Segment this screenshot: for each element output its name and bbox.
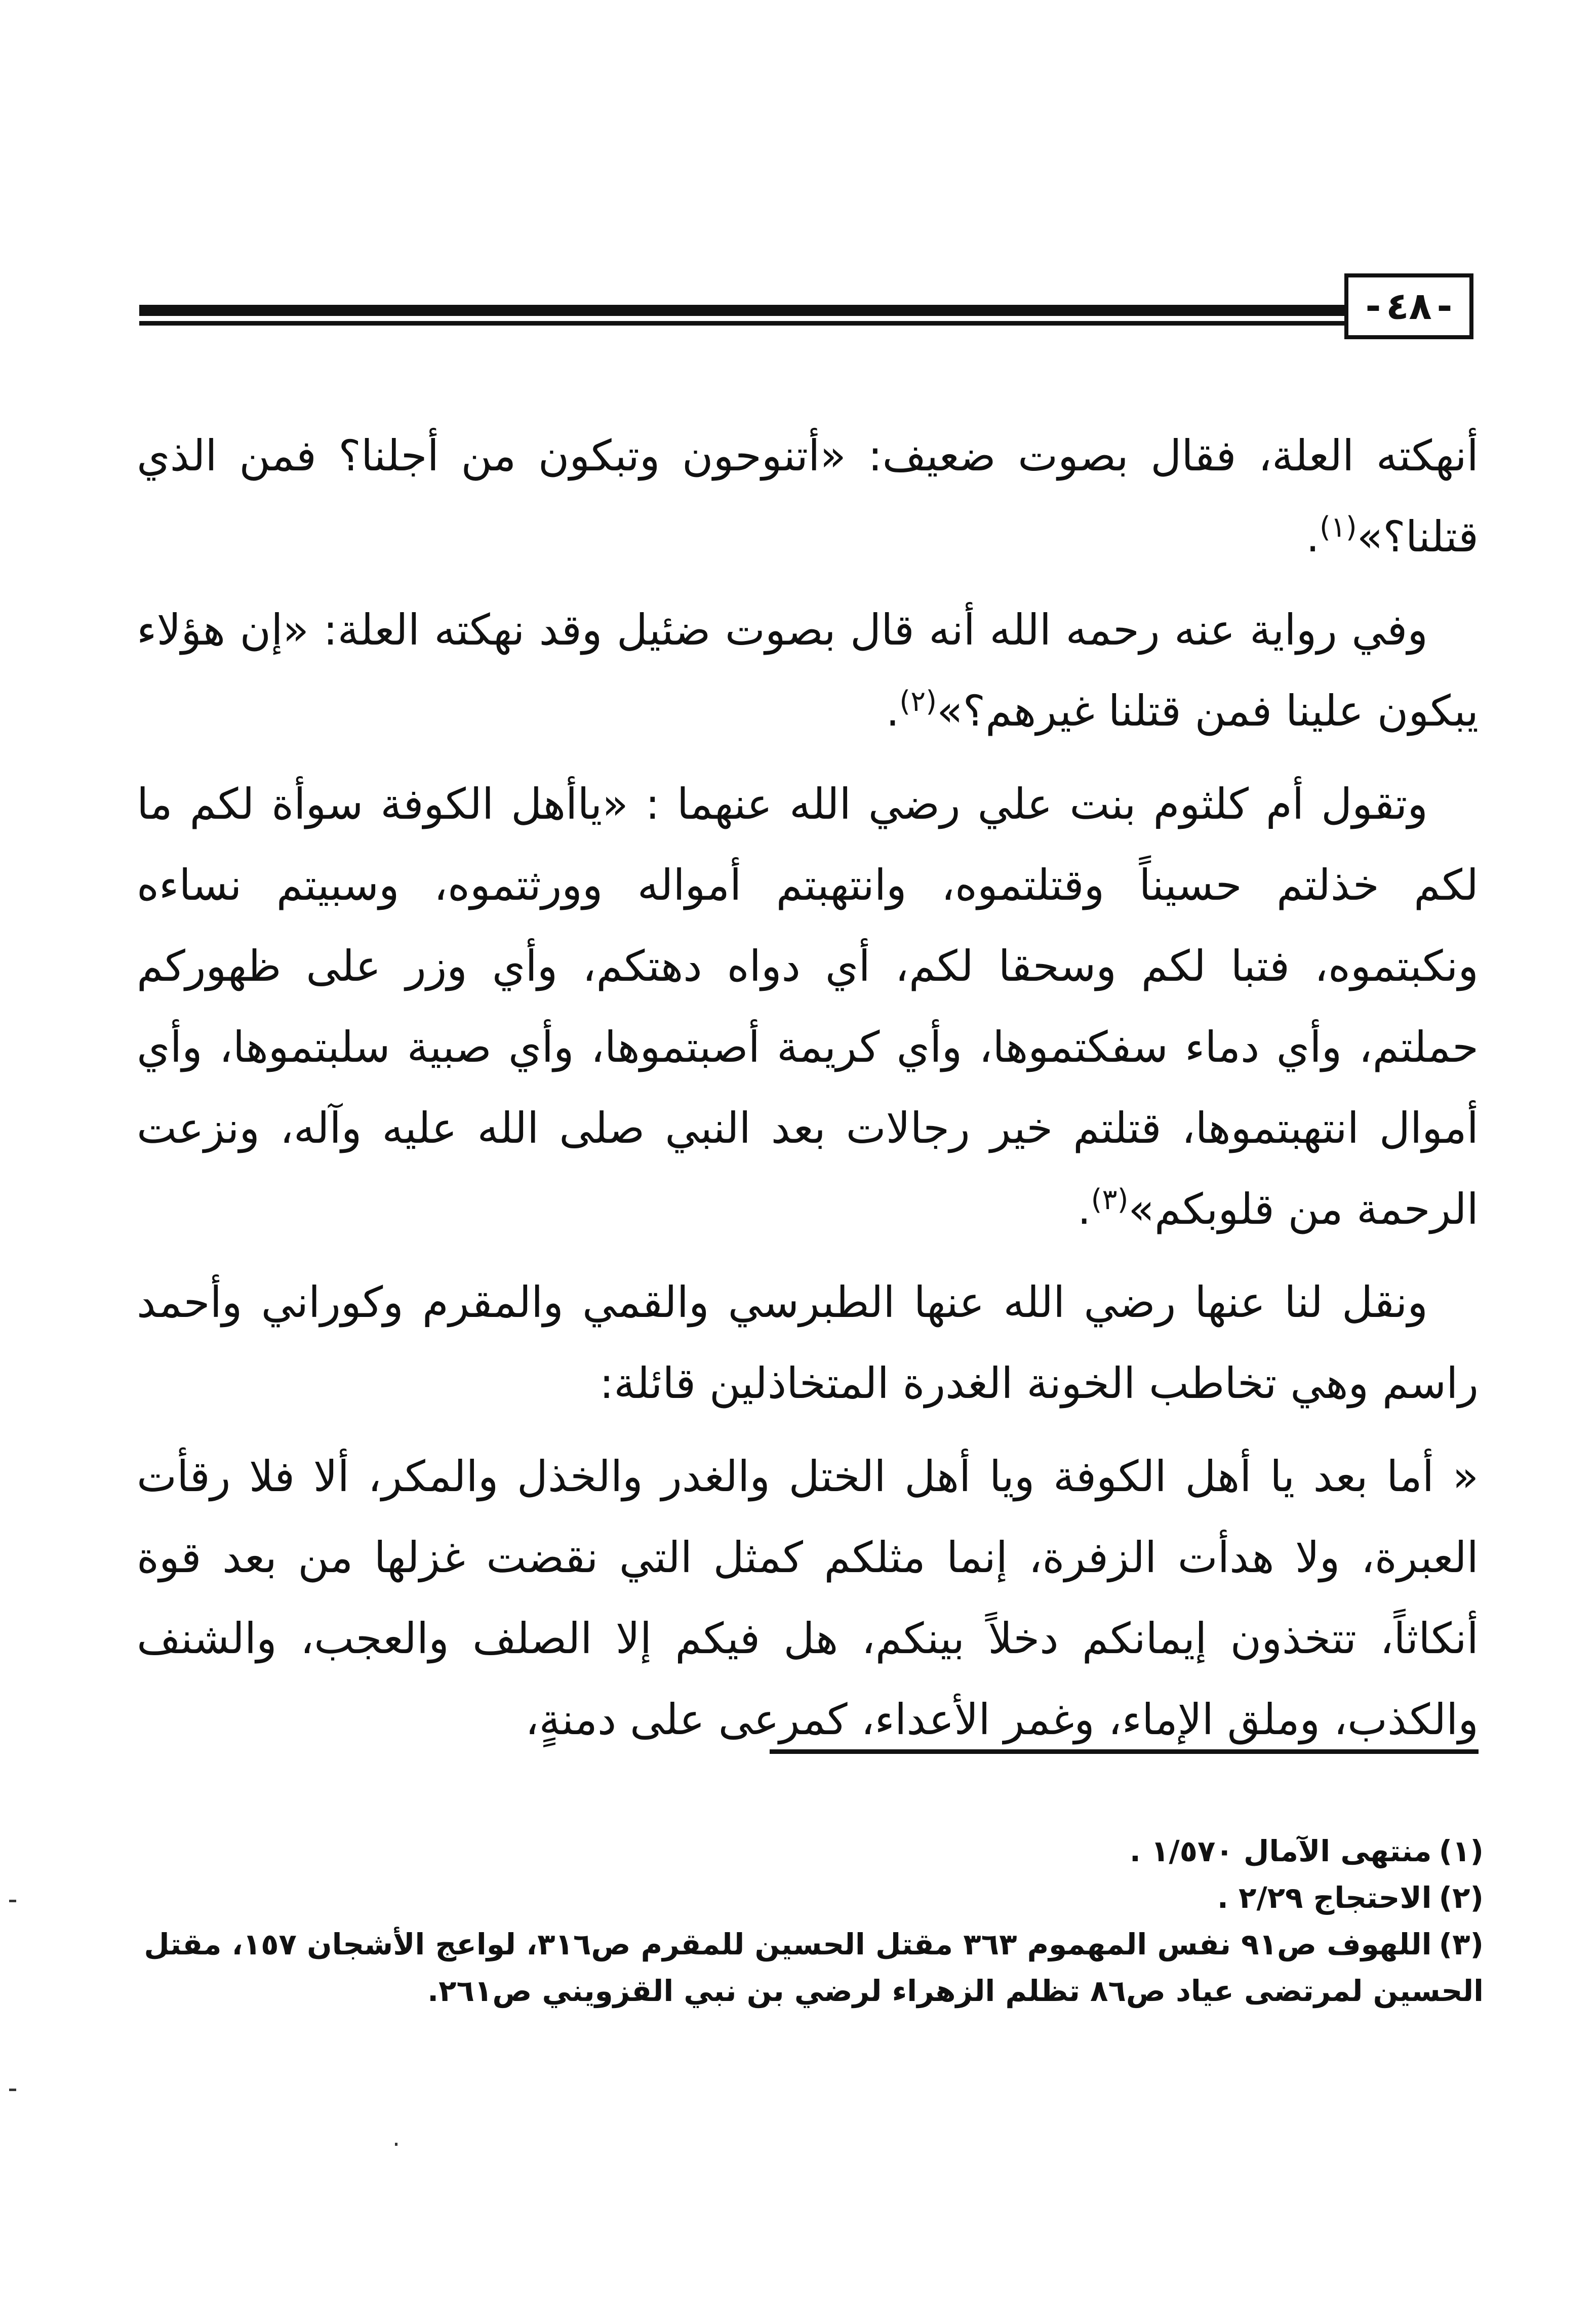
paragraph: أنهكته العلة، فقال بصوت ضعيف: «أتنوحون وتبكون من أجلنا؟ فمن الذي قتلنا؟»$^{(١)}$.	[137, 431, 1479, 562]
scan-mark	[9, 2089, 16, 2091]
paragraph-text: وتقول أم كلثوم بنت علي رضي الله عنهما : «ياأهل الكوفة سوأة لكم ما لكم خذلتم حسيناً وقتلتموه، وانتهبتم أمواله وورثتموه، وسبيتم نساءه ونكبتموه، فتبا لكم وسحقا لكم، أي دواه دهتكم، وأي وزر على ظهوركم حملتم، وأي دماء سفكتموها، وأي كريمة أصبتموها، وأي صبية سلبتموها، وأي أموال انتهبتموها، قتلتم خير رجالات بعد النبي صلى الله عليه وآله، ونزعت الرحمة من قلوبكم»	[137, 779, 1479, 1234]
paragraph-text: « أما بعد يا أهل الكوفة ويا أهل الختل والغدر والخذل والمكر، ألا فلا رقأت العبرة، ولا هدأت الزفرة، إنما مثلكم كمثل التي نقضت غزلها من بعد قوة أنكاثاً، تتخذون إيمانكم دخلاً بينكم، هل فيكم إلا الصلف والعجب، والشنف والكذب، وملق الإماء، وغمر الأعداء، كمرعى على دمنةٍ،	[137, 1452, 1479, 1744]
footnote-ref: (٢)	[899, 685, 937, 718]
paragraph-quote	[137, 1436, 1479, 1760]
header-rule-thick	[139, 305, 1349, 316]
footnote-ref: (٣)	[1091, 1183, 1129, 1216]
footnote	[137, 1828, 1484, 1874]
footnote-text: اللهوف ص٩١ نفس المهموم ٣٦٣ مقتل الحسين للمقرم ص٣١٦، لواعج الأشجان ١٥٧، مقتل الحسين لمرتضى عياد ص٨٦ تظلم الزهراء لرضي بن نبي القزويني ص٢٦١.	[144, 1927, 1484, 2008]
footnote-text: الاحتجاج ٢/٢٩ .	[1217, 1880, 1432, 1915]
body-text	[137, 415, 1479, 1772]
footnote-number: (٣)	[1439, 1927, 1484, 1961]
page-number-box: - ٤٨ -	[1344, 273, 1473, 339]
footnote-ref: (١)	[1319, 511, 1357, 544]
paragraph-text: ونقل لنا عنها رضي الله عنها الطبرسي والقمي والمقرم وكوراني وأحمد راسم وهي تخاطب الخونة الغدرة المتخاذلين قائلة:	[137, 1277, 1479, 1408]
footnote	[137, 1921, 1484, 2014]
footnote-number: (١)	[1439, 1834, 1484, 1868]
scan-mark	[395, 2143, 397, 2146]
scan-mark	[9, 1900, 16, 1902]
paragraph: وفي رواية عنه رحمه الله أنه قال بصوت ضئيل وقد نهكته العلة: «إن هؤلاء يبكون علينا فمن قتلنا غيرهم؟»$^{(٢)}$.	[137, 605, 1479, 736]
footnotes	[137, 1828, 1484, 2014]
header-rule-thin	[139, 321, 1349, 326]
footnote	[137, 1874, 1484, 1921]
paragraph-text: وفي رواية عنه رحمه الله أنه قال بصوت ضئيل وقد نهكته العلة: «إن هؤلاء يبكون علينا فمن قتلنا غيرهم؟»	[137, 605, 1479, 736]
paragraph-text: أنهكته العلة، فقال بصوت ضعيف: «أتنوحون وتبكون من أجلنا؟ فمن الذي قتلنا؟»	[137, 431, 1479, 562]
footnote-number: (٢)	[1439, 1880, 1484, 1915]
page-number: ٤٨	[1386, 285, 1432, 328]
footnote-separator	[770, 1749, 1479, 1754]
paragraph: وتقول أم كلثوم بنت علي رضي الله عنهما : «ياأهل الكوفة سوأة لكم ما لكم خذلتم حسيناً وقتلتموه، وانتهبتم أمواله وورثتموه، وسبيتم نساءه ونكبتموه، فتبا لكم وسحقا لكم، أي دواه دهتكم، وأي وزر على ظهوركم حملتم، وأي دماء سفكتموها، وأي كريمة أصبتموها، وأي صبية سلبتموها، وأي أموال انتهبتموها، قتلتم خير رجالات بعد النبي صلى الله عليه وآله، ونزعت الرحمة من قلوبكم»$^{(٣)}$.	[137, 779, 1479, 1234]
paragraph	[137, 1262, 1479, 1424]
footnote-text: منتهى الآمال ١/٥٧٠ .	[1129, 1834, 1432, 1868]
